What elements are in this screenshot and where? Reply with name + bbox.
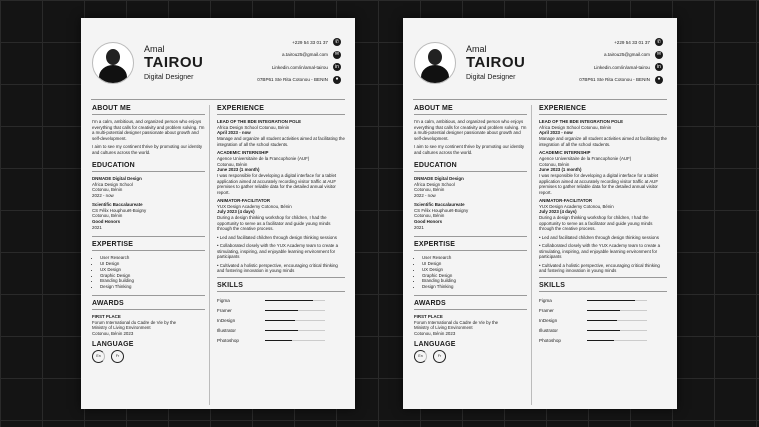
- skill-row: [539, 336, 667, 346]
- about-text: I'm a calm, ambitious, and organized person who enjoys everything that calls for creativity and problem solving. I'm a multi-potential designer passionate about growth and self-development.: [414, 119, 527, 141]
- education-heading: EDUCATION: [414, 162, 457, 169]
- skill-name: Illustrator: [539, 328, 558, 334]
- skill-level-bar: [265, 310, 325, 312]
- list-item: • UX Design: [422, 267, 527, 273]
- last-name: TAIROU: [466, 54, 526, 71]
- resume-sheet-left: [81, 18, 355, 409]
- language-list: [414, 350, 527, 363]
- first-name: Amal: [144, 44, 165, 54]
- education-heading: EDUCATION: [92, 162, 135, 169]
- skill-level-bar: [265, 300, 325, 302]
- list-item: • UX Design: [100, 267, 205, 273]
- skill-name: InDesign: [539, 318, 558, 324]
- list-item: • Branding building: [100, 278, 205, 284]
- list-item: • Design Thinking: [422, 284, 527, 290]
- first-name: Amal: [466, 44, 487, 54]
- skill-level-bar: [587, 340, 647, 342]
- skill-level-bar: [587, 300, 647, 302]
- skills-list: [539, 296, 667, 346]
- expertise-list: [416, 255, 527, 289]
- list-item: • Graphic Design: [422, 273, 527, 279]
- avatar: [92, 42, 134, 84]
- last-name: TAIROU: [144, 54, 204, 71]
- education-item: DNMADE Digital Design Africa Design School Cotonou, Bénin 2022 - now: [92, 176, 142, 199]
- skill-name: Illustrator: [217, 328, 236, 334]
- language-badge-en: En: [92, 350, 105, 363]
- list-item: • UI Design: [422, 261, 527, 267]
- location-icon: ●: [333, 76, 341, 84]
- resume-header: [81, 18, 355, 102]
- header-divider: [91, 99, 345, 100]
- about-text-2: I aim to see my continent thrive by promoting our identity and cultures across the world.: [414, 144, 525, 155]
- language-badge-en: En: [414, 350, 427, 363]
- left-column: ABOUT ME I'm a calm, ambitious, and organized person who enjoys everything that calls for creativity and problem solving. I'm a multi-potential designer passionate about growth and self-development. I aim to see my continent thrive by promoting our identity and cultures across the world. EDUCATION DNMADE Digital Design Africa Design School Cotonou, Bénin 2022 - now Scientific Baccalaureate CS Félix Houphouët-Boigny Cotonou, Bénin Good Honors 2021 EXPERTISE • User Research • UI Design • UX Design • Graphic Design • Branding building • Design Thinking AWARDS FIRST PLACE Forum International du Cadre de Vie by the Ministry of Living Environment Cotonou, Bénin 2023 LANGUAGE En Fr: [414, 105, 527, 363]
- experience-item: ANIMATOR-FACILITATOR YUX Design Academy Cotonou, Bénin July 2023 (4 days) During a design thinking workshop for children, I had the opportunity to serve as a facilitator and guide young minds through the creative process. • Led and facilitated children through design thinking sessions • Collaborated closely with the YUX Academy team to create a stimulating, inspiring, and enjoyable learning environment for participants • Cultivated a holistic perspective, encouraging critical thinking and fostering innovation in young minds: [217, 198, 339, 274]
- contact-text: a.tairou25@gmail.com: [281, 52, 328, 58]
- language-heading: LANGUAGE: [414, 340, 456, 348]
- skill-level-bar: [587, 310, 647, 312]
- education-item: Scientific Baccalaureate CS Félix Houphouët-Boigny Cotonou, Bénin Good Honors 2021: [414, 201, 469, 230]
- list-item: • Branding building: [422, 278, 527, 284]
- skill-name: Figma: [217, 298, 230, 304]
- contact-text: +229 54 33 01 37: [292, 39, 328, 45]
- skill-name: Framer: [539, 308, 554, 314]
- contact-text: Linkedin.com/in/amal-tairou: [271, 64, 328, 70]
- experience-item: LEAD OF THE BDE INTEGRATION POLE Africa Design School Cotonou, Bénin April 2023 - now Manage and organize all student activities aimed at facilitating the integration of all the school students.: [539, 119, 667, 147]
- skill-name: Framer: [217, 308, 232, 314]
- contact-text: a.tairou25@gmail.com: [603, 52, 650, 58]
- contact-row: [257, 74, 341, 87]
- awards-heading: AWARDS: [92, 299, 124, 307]
- header-divider: [413, 99, 667, 100]
- avatar: [414, 42, 456, 84]
- skill-row: [539, 306, 667, 316]
- expertise-heading: EXPERTISE: [92, 241, 134, 249]
- mail-icon: ✉: [334, 51, 340, 58]
- awards-heading: AWARDS: [414, 299, 446, 307]
- about-heading: ABOUT ME: [414, 105, 453, 112]
- contact-row: [257, 36, 341, 49]
- skill-row: [539, 316, 667, 326]
- skill-row: [539, 296, 667, 306]
- contact-text: 07BP61 Ste Rita Cotonou - BENIN: [257, 77, 328, 83]
- mail-icon: ✉: [656, 51, 662, 58]
- list-item: • Design Thinking: [100, 284, 205, 290]
- column-divider: [209, 105, 210, 405]
- list-item: • User Research: [100, 255, 205, 261]
- phone-icon: ✆: [656, 38, 662, 45]
- list-item: • Graphic Design: [100, 273, 205, 279]
- right-column: [217, 105, 345, 346]
- award-title: FIRST PLACE: [414, 313, 443, 319]
- expertise-heading: EXPERTISE: [414, 241, 456, 249]
- contact-row: [257, 49, 341, 62]
- contact-list: [257, 36, 341, 86]
- experience-item: ACADEMIC INTERNSHIP Agence Universitaire de la Francophonie (AUF) Cotonou, Bénin June 2023 (1 month) I was responsible for developing a digital interface for a tablet application aimed at accurately recording visitor traffic at AUF premises to gather reliable data for the detailed annual visitor report.: [539, 150, 659, 195]
- about-heading: ABOUT ME: [92, 105, 131, 112]
- contact-row: [579, 74, 663, 87]
- skills-heading: SKILLS: [539, 281, 566, 289]
- education-item: DNMADE Digital Design Africa Design School Cotonou, Bénin 2022 - now: [414, 176, 464, 199]
- skill-name: Photoshop: [217, 338, 239, 344]
- skill-level-bar: [587, 320, 647, 322]
- experience-heading: EXPERIENCE: [539, 105, 587, 112]
- skill-name: Photoshop: [539, 338, 561, 344]
- about-text: I'm a calm, ambitious, and organized person who enjoys everything that calls for creativity and problem solving. I'm a multi-potential designer passionate about growth and self-development.: [92, 119, 205, 141]
- experience-heading: EXPERIENCE: [217, 105, 265, 112]
- language-badge-fr: Fr: [433, 350, 446, 363]
- about-text-2: I aim to see my continent thrive by promoting our identity and cultures across the world.: [92, 144, 203, 155]
- contact-text: Linkedin.com/in/amal-tairou: [593, 64, 650, 70]
- contact-row: [579, 49, 663, 62]
- list-item: • User Research: [422, 255, 527, 261]
- skill-level-bar: [265, 320, 325, 322]
- location-icon: ●: [655, 76, 663, 84]
- left-column: ABOUT ME I'm a calm, ambitious, and organized person who enjoys everything that calls for creativity and problem solving. I'm a multi-potential designer passionate about growth and self-development. I aim to see my continent thrive by promoting our identity and cultures across the world. EDUCATION DNMADE Digital Design Africa Design School Cotonou, Bénin 2022 - now Scientific Baccalaureate CS Félix Houphouët-Boigny Cotonou, Bénin Good Honors 2021 EXPERTISE • User Research • UI Design • UX Design • Graphic Design • Branding building • Design Thinking AWARDS FIRST PLACE Forum International du Cadre de Vie by the Ministry of Living Environment Cotonou, Bénin 2023 LANGUAGE En Fr: [92, 105, 205, 363]
- contact-row: [257, 61, 341, 74]
- skill-row: [217, 316, 345, 326]
- phone-icon: ✆: [334, 38, 340, 45]
- experience-item: LEAD OF THE BDE INTEGRATION POLE Africa Design School Cotonou, Bénin April 2023 - now Manage and organize all student activities aimed at facilitating the integration of all the school students.: [217, 119, 345, 147]
- contact-list: [579, 36, 663, 86]
- skill-row: [217, 306, 345, 316]
- skill-row: [539, 326, 667, 336]
- skill-level-bar: [587, 330, 647, 332]
- job-title: Digital Designer: [466, 74, 516, 81]
- resume-sheet-right: [403, 18, 677, 409]
- list-item: • UI Design: [100, 261, 205, 267]
- contact-row: [579, 61, 663, 74]
- skill-name: Figma: [539, 298, 552, 304]
- skill-level-bar: [265, 340, 325, 342]
- skills-list: [217, 296, 345, 346]
- linkedin-icon: in: [655, 63, 663, 71]
- language-heading: LANGUAGE: [92, 340, 134, 348]
- skill-row: [217, 296, 345, 306]
- experience-item: ANIMATOR-FACILITATOR YUX Design Academy Cotonou, Bénin July 2023 (4 days) During a design thinking workshop for children, I had the opportunity to serve as a facilitator and guide young minds through the creative process. • Led and facilitated children through design thinking sessions • Collaborated closely with the YUX Academy team to create a stimulating, inspiring, and enjoyable learning environment for participants • Cultivated a holistic perspective, encouraging critical thinking and fostering innovation in young minds: [539, 198, 661, 274]
- resume-header: [403, 18, 677, 102]
- skill-name: InDesign: [217, 318, 236, 324]
- experience-item: ACADEMIC INTERNSHIP Agence Universitaire de la Francophonie (AUF) Cotonou, Bénin June 2023 (1 month) I was responsible for developing a digital interface for a tablet application aimed at accurately recording visitor traffic at AUF premises to gather reliable data for the detailed annual visitor report.: [217, 150, 337, 195]
- education-item: Scientific Baccalaureate CS Félix Houphouët-Boigny Cotonou, Bénin Good Honors 2021: [92, 201, 147, 230]
- column-divider: [531, 105, 532, 405]
- skill-level-bar: [265, 330, 325, 332]
- right-column: [539, 105, 667, 346]
- contact-text: +229 54 33 01 37: [614, 39, 650, 45]
- language-list: [92, 350, 205, 363]
- contact-text: 07BP61 Ste Rita Cotonou - BENIN: [579, 77, 650, 83]
- skill-row: [217, 326, 345, 336]
- skill-row: [217, 336, 345, 346]
- expertise-list: [94, 255, 205, 289]
- language-badge-fr: Fr: [111, 350, 124, 363]
- linkedin-icon: in: [333, 63, 341, 71]
- skills-heading: SKILLS: [217, 281, 244, 289]
- contact-row: [579, 36, 663, 49]
- job-title: Digital Designer: [144, 74, 194, 81]
- award-title: FIRST PLACE: [92, 313, 121, 319]
